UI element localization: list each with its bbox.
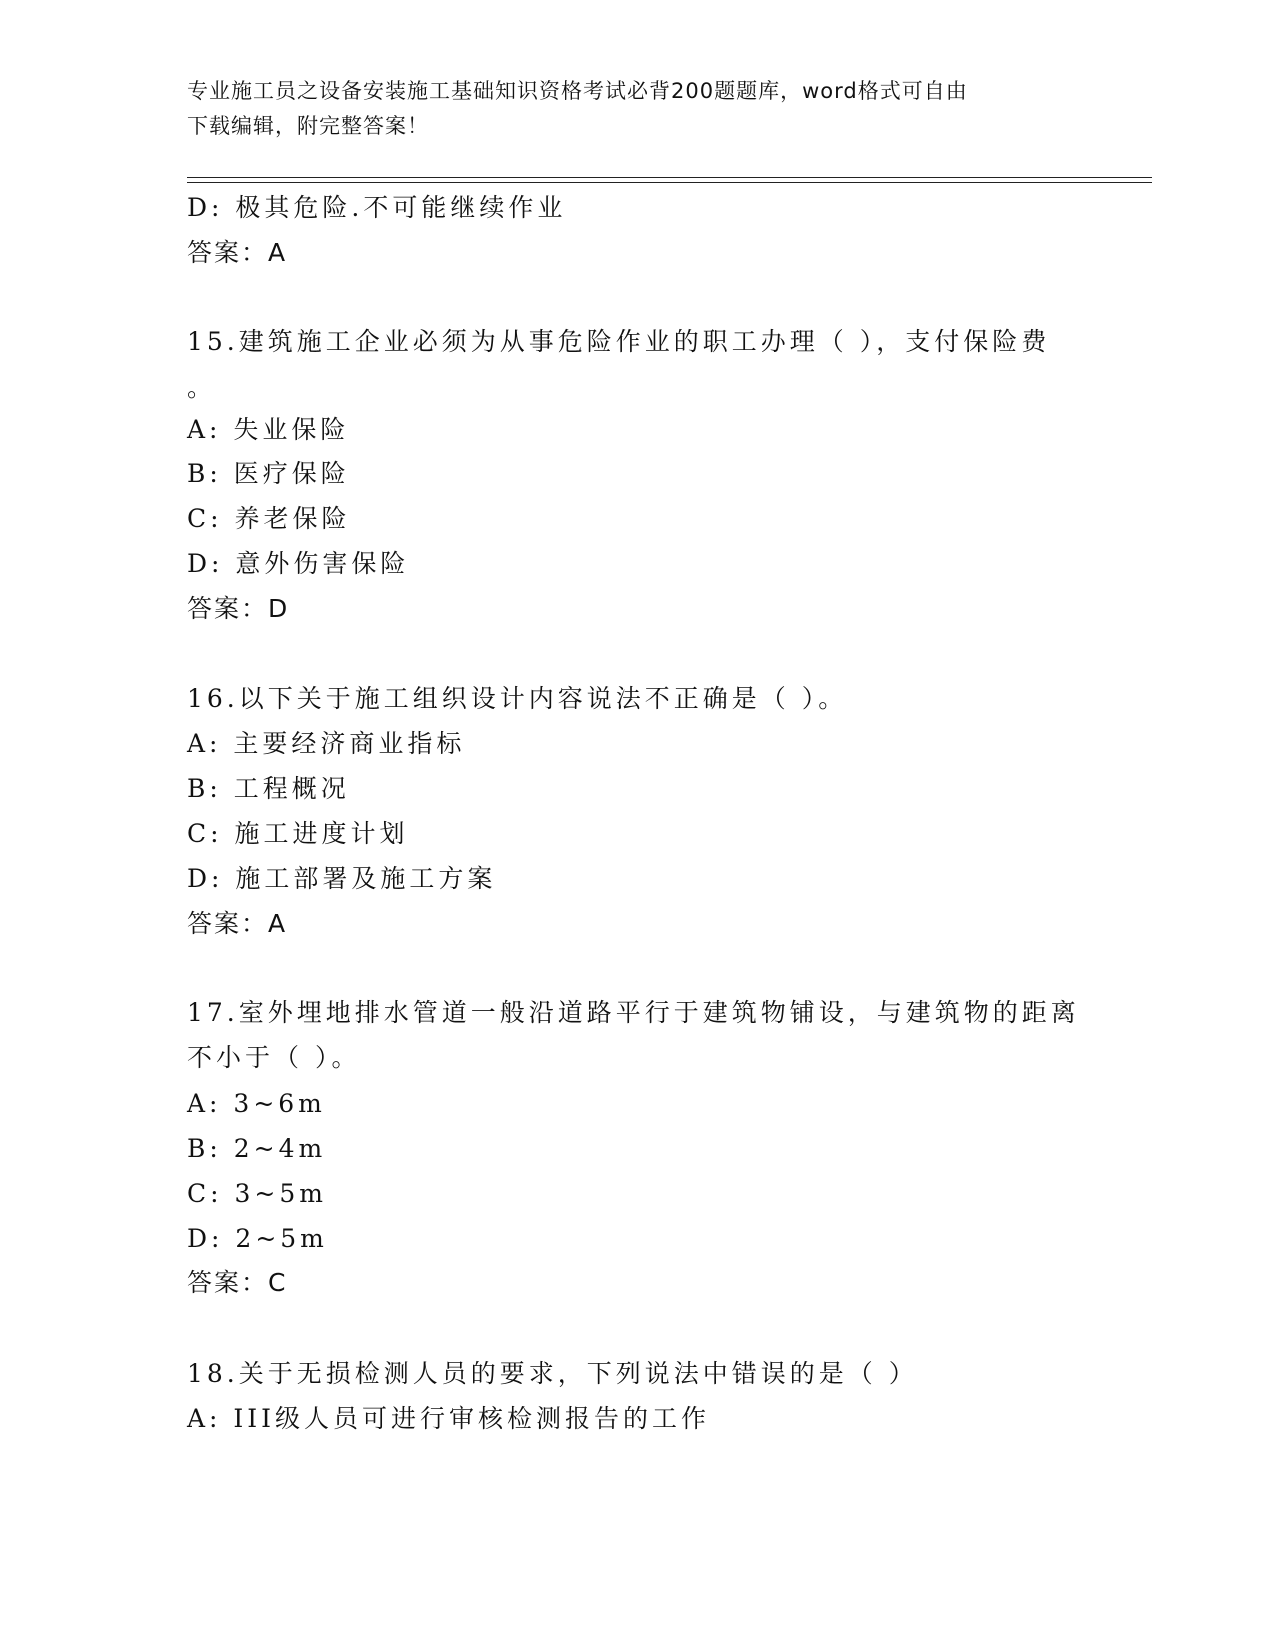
q16-answer: 答案：A xyxy=(187,909,288,938)
q16-option-c: C: 施工进度计划 xyxy=(187,819,409,848)
header-rule-bottom xyxy=(187,182,1152,183)
q16-option-a: A: 主要经济商业指标 xyxy=(187,729,466,758)
q17-stem-line-2: 不小于（ ）。 xyxy=(187,1043,361,1072)
q17-option-b: B: 2~4m xyxy=(187,1134,327,1163)
q17-option-a: A: 3~6m xyxy=(187,1089,326,1118)
q16-option-b: B: 工程概况 xyxy=(187,774,350,803)
q17-answer: 答案：C xyxy=(187,1268,288,1297)
document-header xyxy=(187,74,1067,144)
header-rule-top xyxy=(187,177,1152,178)
q15-stem-line-1: 15.建筑施工企业必须为从事危险作业的职工办理（ ），支付保险费 xyxy=(187,327,1051,356)
q15-answer: 答案：D xyxy=(187,594,290,623)
q17-stem-line-1: 17.室外埋地排水管道一般沿道路平行于建筑物铺设，与建筑物的距离 xyxy=(187,998,1080,1027)
q15-option-b: B: 医疗保险 xyxy=(187,459,350,488)
q15-option-a: A: 失业保险 xyxy=(187,415,350,444)
prev-option-d: D: 极其危险.不可能继续作业 xyxy=(187,193,567,222)
q15-option-d: D: 意外伤害保险 xyxy=(187,549,410,578)
header-line-1: 专业施工员之设备安装施工基础知识资格考试必背200题题库，word格式可自由 xyxy=(187,79,968,103)
q15-stem-line-2: 。 xyxy=(187,373,217,402)
q16-option-d: D: 施工部署及施工方案 xyxy=(187,864,497,893)
q18-option-a: A: III级人员可进行审核检测报告的工作 xyxy=(187,1404,711,1433)
header-line-2: 下载编辑，附完整答案！ xyxy=(187,114,429,138)
prev-answer: 答案：A xyxy=(187,238,288,267)
q17-option-d: D: 2~5m xyxy=(187,1224,328,1253)
q18-stem-line-1: 18.关于无损检测人员的要求，下列说法中错误的是（ ） xyxy=(187,1359,918,1388)
q15-option-c: C: 养老保险 xyxy=(187,504,351,533)
q16-stem-line-1: 16.以下关于施工组织设计内容说法不正确是（ ）。 xyxy=(187,684,848,713)
q17-option-c: C: 3~5m xyxy=(187,1179,327,1208)
